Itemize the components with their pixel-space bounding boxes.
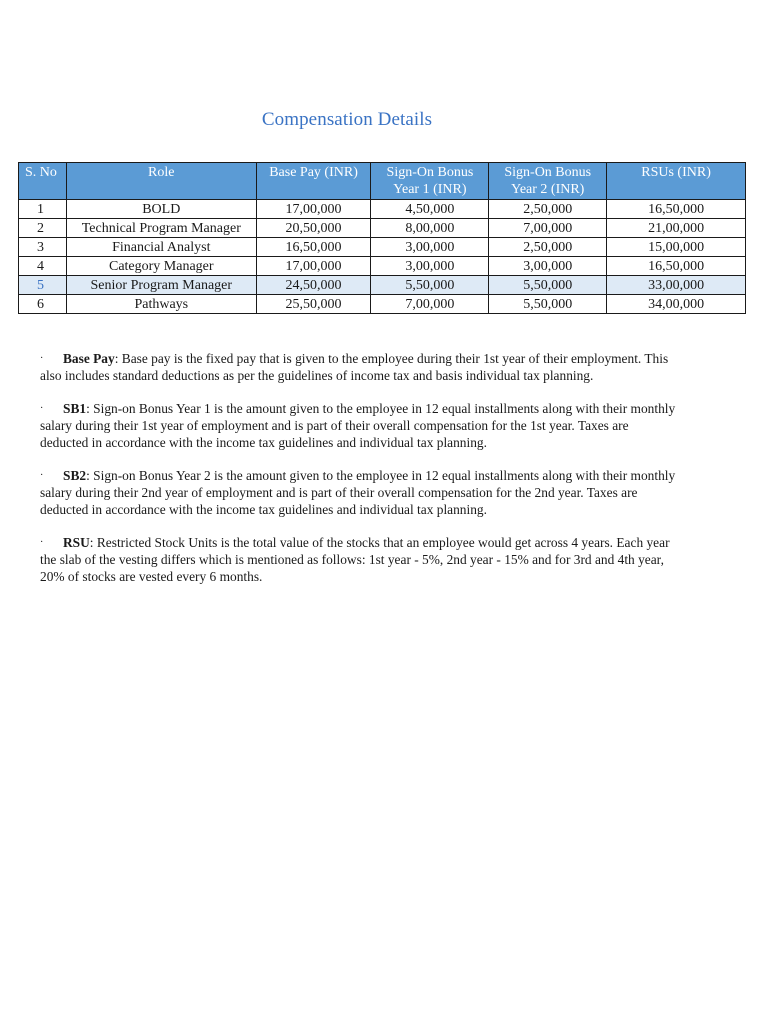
table-header-row xyxy=(19,163,746,200)
cell-sob1: 3,00,000 xyxy=(371,238,489,257)
cell-rsus: 16,50,000 xyxy=(607,257,746,276)
bullet-icon: · xyxy=(40,403,44,414)
cell-base-pay: 17,00,000 xyxy=(256,257,371,276)
table-row xyxy=(19,219,746,238)
cell-sob2: 5,50,000 xyxy=(489,276,607,295)
cell-base-pay: 24,50,000 xyxy=(256,276,371,295)
note-rsu xyxy=(40,534,680,585)
cell-role: Senior Program Manager xyxy=(66,276,256,295)
cell-base-pay: 17,00,000 xyxy=(256,200,371,219)
cell-base-pay: 20,50,000 xyxy=(256,219,371,238)
cell-base-pay: 16,50,000 xyxy=(256,238,371,257)
cell-role: Financial Analyst xyxy=(66,238,256,257)
note-term: SB1 xyxy=(63,401,87,416)
cell-sno: 6 xyxy=(19,295,67,314)
header-sob2-line1: Sign-On Bonus xyxy=(504,165,592,180)
cell-sno: 3 xyxy=(19,238,67,257)
cell-sob1: 4,50,000 xyxy=(371,200,489,219)
cell-sob2: 3,00,000 xyxy=(489,257,607,276)
cell-sno: 1 xyxy=(19,200,67,219)
definitions-section xyxy=(40,350,680,601)
header-sign-on-bonus-year1 xyxy=(371,163,489,200)
cell-rsus: 15,00,000 xyxy=(607,238,746,257)
compensation-table xyxy=(18,162,746,314)
cell-rsus: 21,00,000 xyxy=(607,219,746,238)
header-sob2-line2: Year 2 (INR) xyxy=(511,182,585,197)
note-text: : Sign-on Bonus Year 2 is the amount given to the employee in 12 equal installments along with their monthly salary during their 2nd year of employment and is part of their overall compensation for the 2nd year. Taxes are deducted in accordance with the income tax guidelines and individual tax planning. xyxy=(40,468,676,517)
table-row xyxy=(19,295,746,314)
header-sob1-line2: Year 1 (INR) xyxy=(393,182,467,197)
table-row xyxy=(19,276,746,295)
note-text: : Restricted Stock Units is the total value of the stocks that an employee would get across 4 years. Each year the slab of the vesting differs which is mentioned as follows: 1st year - 5%, 2nd year - 15% and for 3rd and 4th year, 20% of stocks are vested every 6 months. xyxy=(40,535,670,584)
cell-sob2: 2,50,000 xyxy=(489,200,607,219)
note-text: : Sign-on Bonus Year 1 is the amount given to the employee in 12 equal installments along with their monthly salary during their 1st year of employment and is part of their overall compensation for the 1st year. Taxes are deducted in accordance with the income tax guidelines and individual tax planning. xyxy=(40,401,676,450)
cell-rsus: 16,50,000 xyxy=(607,200,746,219)
header-sob1-line1: Sign-On Bonus xyxy=(386,165,474,180)
note-text: : Base pay is the fixed pay that is given to the employee during their 1st year of their employment. This also includes standard deductions as per the guidelines of income tax and basis individual tax planning. xyxy=(40,351,669,383)
table-row xyxy=(19,257,746,276)
cell-rsus: 33,00,000 xyxy=(607,276,746,295)
page-title: Compensation Details xyxy=(261,109,433,130)
cell-role: Technical Program Manager xyxy=(66,219,256,238)
note-sb1 xyxy=(40,400,680,451)
cell-role: BOLD xyxy=(66,200,256,219)
header-sno: S. No xyxy=(19,163,67,200)
header-base-pay: Base Pay (INR) xyxy=(256,163,371,200)
table-row xyxy=(19,200,746,219)
note-base-pay xyxy=(40,350,680,384)
bullet-icon: · xyxy=(40,353,44,364)
note-term: RSU xyxy=(63,535,90,550)
cell-rsus: 34,00,000 xyxy=(607,295,746,314)
note-sb2 xyxy=(40,467,680,518)
header-sign-on-bonus-year2 xyxy=(489,163,607,200)
cell-base-pay: 25,50,000 xyxy=(256,295,371,314)
cell-sno: 5 xyxy=(19,276,67,295)
cell-sob2: 2,50,000 xyxy=(489,238,607,257)
bullet-icon: · xyxy=(40,537,44,548)
header-role: Role xyxy=(66,163,256,200)
cell-sob1: 3,00,000 xyxy=(371,257,489,276)
cell-sob1: 8,00,000 xyxy=(371,219,489,238)
cell-sob1: 5,50,000 xyxy=(371,276,489,295)
cell-sno: 2 xyxy=(19,219,67,238)
note-term: SB2 xyxy=(63,468,87,483)
cell-role: Category Manager xyxy=(66,257,256,276)
table-row xyxy=(19,238,746,257)
note-term: Base Pay xyxy=(63,351,115,366)
cell-sob1: 7,00,000 xyxy=(371,295,489,314)
cell-role: Pathways xyxy=(66,295,256,314)
cell-sob2: 5,50,000 xyxy=(489,295,607,314)
cell-sno: 4 xyxy=(19,257,67,276)
header-rsus: RSUs (INR) xyxy=(607,163,746,200)
bullet-icon: · xyxy=(40,470,44,481)
cell-sob2: 7,00,000 xyxy=(489,219,607,238)
